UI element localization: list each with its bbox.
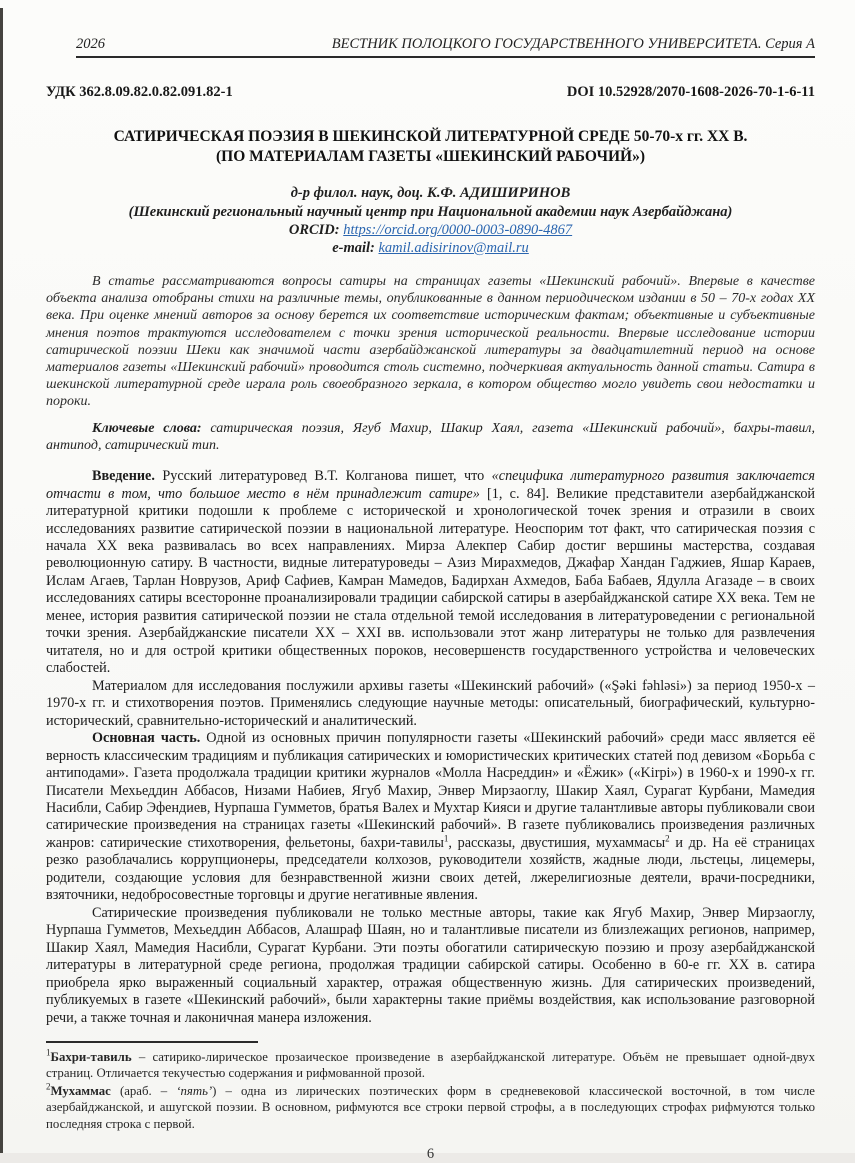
keywords-paragraph (46, 420, 815, 454)
footnotes-section (46, 1041, 815, 1132)
email-line (46, 240, 815, 257)
keywords-label: Ключевые слова: (92, 420, 202, 436)
article-body (46, 468, 815, 1027)
running-head-rule (76, 56, 815, 58)
keywords-text: сатирическая поэзия, Ягуб Махир, Шакир Хаял, газета «Шекинский рабочий», бахры-тавил, антипод, сатирический тип. (46, 420, 815, 453)
meta-row (46, 84, 815, 101)
author-name: д-р филол. наук, доц. К.Ф. АДИШИРИНОВ (290, 184, 571, 201)
article-title-line1: САТИРИЧЕСКАЯ ПОЭЗИЯ В ШЕКИНСКОЙ ЛИТЕРАТУРНОЙ СРЕДЕ 50-70-х гг. XX В. (113, 128, 748, 145)
page-number: 6 (426, 1145, 435, 1162)
footnote-separator-rule (46, 1041, 258, 1043)
paragraph-satire-authors: Сатирические произведения публиковали не только местные авторы, такие как Ягуб Махир, Энвер Мирзаоглу, Нурпаша Гумметов, Мехьеддин Аббасов, Алашраф Шаян, но и талантливые писатели из близлежащих регионов, например, Шакир Хаял, Мамедия Насибли, Сурагат Курбани. Эти поэты обогатили сатирическую поэзию и прозу азербайджанской литературы в литературной среде региона, продолжая традиции сабирской сатиры. Особенно в 60-е гг. XX в. сатира приобрела ярко выраженный социальный характер, отражая общественную жизнь. Для сатирических произведений, публикуемых в газете «Шекинский рабочий», были характерны такие приёмы воздействия, как использование разговорной речи, а также точная и лаконичная манера изложения. (46, 904, 815, 1026)
abstract-paragraph: В статье рассматриваются вопросы сатиры на страницах газеты «Шекинский рабочий». Впервые в качестве объекта анализа отобраны стихи на различные темы, опубликованные в данном периодическом издании в 50 – 70-х годах XX века. При оценке мнений авторов за основу берется их соответствие историческим фактам; объективные и субъективные мнения поэтов трактуются исследователем с точки зрения исторической реальности. Впервые исследование истории сатирической поэзии Шеки как значимой части азербайджанской литературы за двадцатилетний период на основе материалов газеты «Шекинский рабочий» проводится столь системно, подчеркивая актуальность данной статьи. Сатира в шекинской литературной среде играла роль своеобразного зеркала, в котором общество могло увидеть свои недостатки и пороки. (46, 273, 815, 410)
doi-code: DOI 10.52928/2070-1608-2026-70-1-6-11 (566, 84, 815, 100)
article-title (46, 127, 815, 168)
orcid-line (46, 222, 815, 239)
article-title-line2: (ПО МАТЕРИАЛАМ ГАЗЕТЫ «ШЕКИНСКИЙ РАБОЧИЙ») (216, 148, 645, 166)
author-affiliation: (Шекинский региональный научный центр при Национальной академии наук Азербайджана) (128, 203, 733, 220)
udc-code: УДК 362.8.09.82.0.82.091.82-1 (46, 84, 233, 100)
paragraph-materials: Материалом для исследования послужили архивы газеты «Шекинский рабочий» («Şəki fəhləsi») за период 1950-х – 1970-х гг. и стихотворения поэтов. Применялись следующие научные методы: описательный, биографический, культурно-исторический, сравнительно-исторический и аналитический. (46, 677, 815, 729)
orcid-link[interactable]: https://orcid.org/0000-0003-0890-4867 (343, 221, 573, 238)
paragraph-introduction: Введение. Русский литературовед В.Т. Колганова пишет, что «специфика литературного развития заключается отчасти в том, что большое место в нём принадлежит сатире» [1, с. 84]. Великие представители азербайджанской литературной критики подошли к проблеме с исторической и хронологической точек зрения и отразили в своих исследованиях развитие сатирической поэзии в национальной литературе. Неоспорим тот факт, что сатирическая поэзия с начала XX века развивалась во всех направлениях. Мирза Алекпер Сабир достиг вершины мастерства, создавая революционную сатиру. В частности, видные литературоведы – Азиз Мирахмедов, Джафар Хандан Гаджиев, Яшар Караев, Ислам Агаев, Тарлан Новрузов, Ариф Сафиев, Камран Мамедов, Бадирхан Ахмедов, Баба Бабаев, Ядулла Агазаде – в своих исследованиях сатиры всесторонне проанализировали традиции сабирской сатиры в азербайджанской сатире XX века. Тем не менее, история развития сатирической поэзии не стала отдельной темой исследования в литературоведении с региональной точки зрения. Азербайджанские писатели XX – XXI вв. использовали этот жанр литературы не только для развлечения читателя, но и для острой критики общественных пороков, несовершенств государственного устройства и человеческих слабостей. (46, 468, 816, 677)
paragraph-main-part: Основная часть. Одной из основных причин популярности газеты «Шекинский рабочий» среди масс является её верность классическим традициям и публикация сатирических и юмористических критических статей под девизом «Борьба с антиподами». Газета продолжала традиции критики журналов «Молла Насреддин» и «Ёжик» («Kirpi») в 1960-х и 1990-х гг. Писатели Мехьеддин Аббасов, Низами Набиев, Ягуб Махир, Энвер Мирзаоглу, Шакир Хаял, Сурагат Курбани, Мамедия Насибли, Сабир Эфендиев, Нурпаша Гумметов, братья Валех и Мухтар Кияси и другие талантливые авторы публиковали свои сатирические произведения на страницах газеты «Шекинский рабочий». В газете публиковались произведения различных жанров: сатирические стихотворения, фельетоны, бахри-тавилы$^1$, рассказы, двустишия, мухаммасы$^2$ и др. На её страницах резко разоблачались коррупционеры, председатели колхозов, руководители хозяйств, жадные люди, льстецы, лицемеры, родители, создающие условия для безнравственной жизни своих детей, лжерелигиозные деятели, врачи-посредники, взяточники, недобросовестные торговцы и другие негативные явления. (46, 730, 815, 904)
orcid-label: ORCID: (288, 221, 340, 238)
email-link[interactable]: kamil.adisirinov@mail.ru (378, 239, 529, 256)
footnote-2: $^2$Мухаммас (араб. – ‘пять’) – одна из лирических поэтических форм в средневековой классической восточной, в том числе азербайджанской, и ашугской поэзии. В основном, рифмуются все строки первой строфы, а в последующих строфах рифмуются только последняя строка с первой. (46, 1082, 815, 1131)
running-head (76, 36, 815, 53)
email-label: e-mail: (332, 239, 375, 256)
footnote-1: $^1$Бахри-тавиль – сатирико-лирическое прозаическое произведение в азербайджанской литературе. Объём не превышает одной-двух страниц. Отличается текучестью содержания и рифмованной прозой. (46, 1047, 815, 1081)
running-head-journal: ВЕСТНИК ПОЛОЦКОГО ГОСУДАРСТВЕННОГО УНИВЕРСИТЕТА. Серия А (331, 36, 815, 52)
running-head-year: 2026 (76, 36, 105, 52)
author-block (46, 185, 815, 257)
scan-edge-artifact (0, 8, 3, 1153)
